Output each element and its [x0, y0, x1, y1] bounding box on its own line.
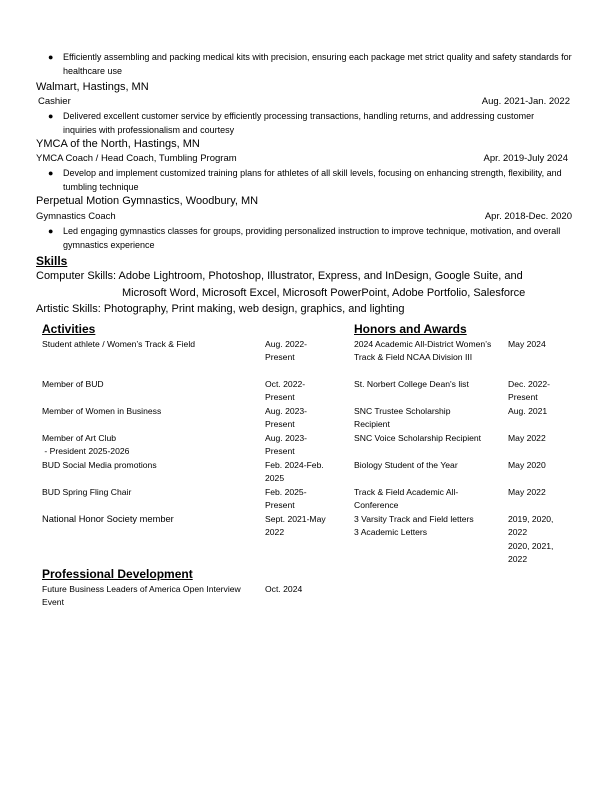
honor-date: May 2022 — [508, 487, 546, 497]
activity-name: BUD Social Media promotions — [42, 460, 157, 470]
job-dates: Aug. 2021-Jan. 2022 — [481, 96, 570, 107]
computer-skills-continuation: Microsoft Word, Microsoft Excel, Microsoft PowerPoint, Adobe Portfolio, Salesforce — [122, 287, 526, 299]
activity-name: BUD Spring Fling Chair — [42, 487, 132, 497]
activity-date: Aug. 2023-Present — [265, 406, 308, 429]
job-role: Gymnastics Coach — [36, 211, 116, 222]
honor-date: 2019, 2020, 2022 — [508, 514, 554, 537]
professional-development-date: Oct. 2024 — [265, 584, 303, 594]
activity-name: Member of BUD — [42, 379, 104, 389]
honor-name: 2024 Academic All-District Women’s Track & Field NCAA Division III — [354, 339, 492, 362]
job-org: YMCA of the North, Hastings, MN — [36, 138, 200, 150]
job-org: Walmart, Hastings, MN — [36, 81, 149, 93]
activity-date: Aug. 2022-Present — [265, 339, 308, 362]
bullet-icon: ● — [48, 226, 54, 236]
honor-name: 3 Varsity Track and Field letters — [354, 514, 474, 524]
activity-date: Oct. 2022-Present — [265, 379, 306, 402]
activities-heading: Activities — [42, 322, 96, 336]
job-bullet: Develop and implement customized training plans for athletes of all skill levels, focusing on enhancing strength, flexibility, and tumbling technique — [63, 168, 562, 192]
honors-heading: Honors and Awards — [354, 322, 467, 336]
honor-name: Track & Field Academic All-Conference — [354, 487, 459, 510]
job-role: YMCA Coach / Head Coach, Tumbling Program — [36, 153, 237, 164]
honor-date: Aug. 2021 — [508, 406, 548, 416]
professional-development-heading: Professional Development — [42, 567, 193, 581]
artistic-skills-line: Artistic Skills: Photography, Print making, web design, graphics, and lighting — [36, 303, 405, 315]
skills-heading: Skills — [36, 254, 68, 268]
professional-development-name: Future Business Leaders of America Open Interview Event — [42, 584, 241, 607]
bullet-icon: ● — [48, 52, 54, 62]
honor-date: 2020, 2021, 2022 — [508, 541, 554, 564]
activity-name: Member of Art Club — [42, 433, 117, 443]
activity-date: Aug. 2023-Present — [265, 433, 308, 456]
job-dates: Apr. 2018-Dec. 2020 — [484, 211, 572, 222]
bullet-icon: ● — [48, 168, 54, 178]
honor-name: St. Norbert College Dean's list — [354, 379, 469, 389]
experience-bullet: Efficiently assembling and packing medical kits with precision, ensuring each package met strict quality and safety standards for healthcare use — [63, 52, 572, 76]
job-bullet: Led engaging gymnastics classes for groups, providing personalized instruction to improve technique, motivation, and overall gymnastics experience — [63, 226, 561, 250]
job-dates: Apr. 2019-July 2024 — [483, 153, 568, 164]
activity-subtitle: - President 2025-2026 — [42, 446, 130, 456]
activity-name: National Honor Society member — [42, 514, 174, 524]
activity-date: Sept. 2021-May 2022 — [265, 514, 326, 537]
bullet-icon: ● — [48, 111, 54, 121]
activity-date: Feb. 2025-Present — [265, 487, 307, 510]
job-bullet: Delivered excellent customer service by efficiently processing transactions, handling returns, and addressing customer inquiries with professionalism and courtesy — [63, 111, 535, 135]
honor-name: Biology Student of the Year — [354, 460, 458, 470]
activity-name: Student athlete / Women’s Track & Field — [42, 339, 196, 349]
activity-name: Member of Women in Business — [42, 406, 162, 416]
activity-date: Feb. 2024-Feb. 2025 — [265, 460, 324, 483]
honor-date: May 2022 — [508, 433, 546, 443]
honor-date: May 2024 — [508, 339, 546, 349]
honor-name: SNC Trustee Scholarship Recipient — [354, 406, 451, 429]
job-role: Cashier — [38, 96, 71, 107]
job-org: Perpetual Motion Gymnastics, Woodbury, MN — [36, 195, 259, 207]
honor-name: SNC Voice Scholarship Recipient — [354, 433, 482, 443]
honor-name: 3 Academic Letters — [354, 527, 428, 537]
computer-skills-line: Computer Skills: Adobe Lightroom, Photoshop, Illustrator, Express, and InDesign, Google Suite, and — [36, 270, 523, 282]
honor-date: May 2020 — [508, 460, 546, 470]
honor-date: Dec. 2022-Present — [508, 379, 551, 402]
